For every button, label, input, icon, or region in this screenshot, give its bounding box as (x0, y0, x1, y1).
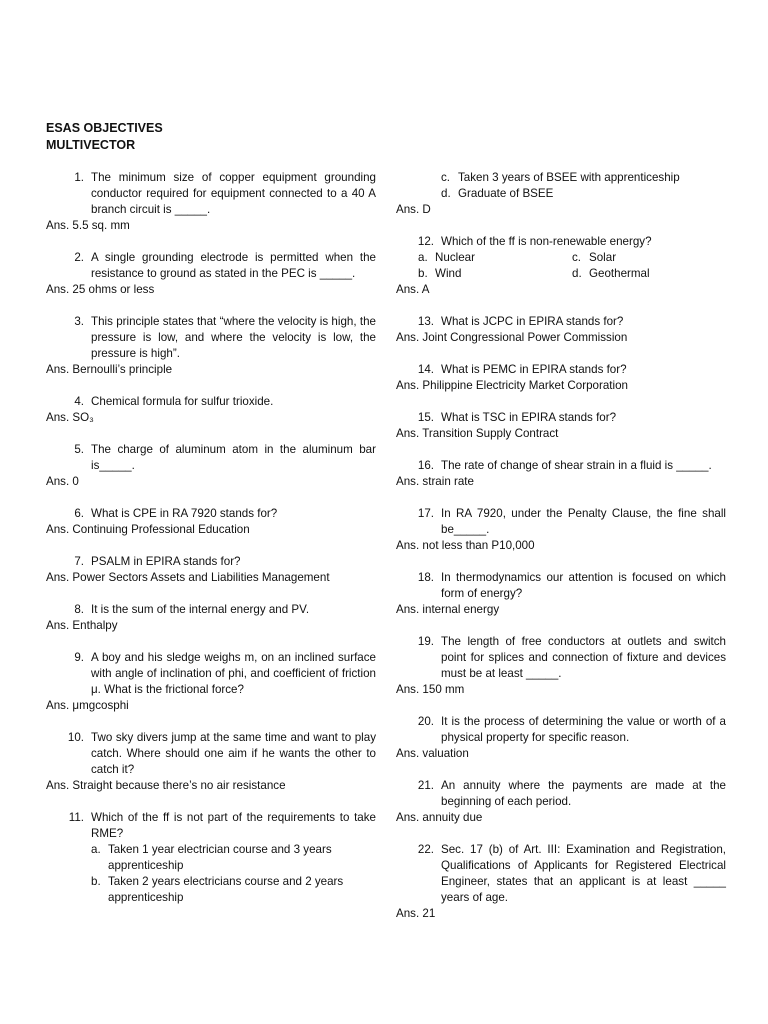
document-title (46, 120, 163, 154)
question-21 (396, 778, 726, 826)
question-8 (46, 602, 376, 634)
question-11-continued (396, 170, 726, 218)
question-number: 13. (417, 315, 434, 328)
option-d (396, 186, 726, 202)
question-5 (46, 442, 376, 490)
question-22 (396, 842, 726, 922)
question-number: 18. (417, 571, 434, 584)
option-grid (396, 250, 726, 282)
left-column (46, 170, 376, 906)
option-text: Solar (589, 251, 617, 264)
question-text: The minimum size of copper equipment grounding conductor required for equipment connected to a 40 A branch circuit is _____. (91, 171, 376, 216)
option-text: Taken 2 years electricians course and 2 years apprenticeship (108, 875, 344, 904)
answer: Ans. SO₃ (46, 411, 94, 424)
question-10 (46, 730, 376, 794)
right-column (396, 170, 726, 922)
option-letter: d. (441, 187, 451, 200)
question-18 (396, 570, 726, 618)
question-14 (396, 362, 726, 394)
question-text: It is the process of determining the value or worth of a physical property for specific reason. (441, 715, 726, 744)
option-c (396, 170, 726, 186)
question-12 (396, 234, 726, 298)
question-text: PSALM in EPIRA stands for? (91, 555, 241, 568)
question-number: 17. (417, 507, 434, 520)
option-c (572, 250, 726, 266)
question-number: 16. (417, 459, 434, 472)
question-number: 6. (74, 507, 84, 520)
answer: Ans. 150 mm (396, 683, 465, 696)
question-text: The charge of aluminum atom in the aluminum bar is_____. (91, 443, 376, 472)
question-17 (396, 506, 726, 554)
question-number: 14. (417, 363, 434, 376)
question-20 (396, 714, 726, 762)
title-line-2: MULTIVECTOR (46, 138, 136, 152)
question-number: 3. (74, 315, 84, 328)
question-number: 21. (417, 779, 434, 792)
question-text: In thermodynamics our attention is focused on which form of energy? (441, 571, 726, 600)
question-number: 15. (417, 411, 434, 424)
question-text: The length of free conductors at outlets and switch point for splices and connection of fixture and devices must be at least _____. (441, 635, 726, 680)
question-text: An annuity where the payments are made at the beginning of each period. (441, 779, 726, 808)
option-letter: b. (418, 267, 428, 280)
answer: Ans. annuity due (396, 811, 483, 824)
question-number: 1. (74, 171, 84, 184)
question-9 (46, 650, 376, 714)
question-text: What is CPE in RA 7920 stands for? (91, 507, 278, 520)
question-text: What is TSC in EPIRA stands for? (441, 411, 617, 424)
question-number: 11. (68, 811, 84, 824)
question-text: Which of the ff is non-renewable energy? (441, 235, 652, 248)
question-text: Sec. 17 (b) of Art. III: Examination and Registration, Qualifications of Applicants for Registered Electrical Engineer, states that an applicant is at least _____ years of age. (441, 843, 726, 904)
question-3 (46, 314, 376, 378)
answer: Ans. μmgcosphi (46, 699, 129, 712)
question-11 (46, 810, 376, 906)
question-number: 7. (74, 555, 84, 568)
option-b (46, 874, 376, 906)
question-number: 2. (74, 251, 84, 264)
question-number: 19. (417, 635, 434, 648)
question-number: 4. (74, 395, 84, 408)
question-2 (46, 250, 376, 298)
title-line-1: ESAS OBJECTIVES (46, 121, 163, 135)
option-text: Wind (435, 267, 462, 280)
question-text: A single grounding electrode is permitted when the resistance to ground as stated in the PEC is _____. (91, 251, 376, 280)
option-a (418, 250, 572, 266)
answer: Ans. A (396, 283, 430, 296)
option-letter: b. (91, 875, 101, 888)
option-text: Geothermal (589, 267, 650, 280)
answer: Ans. Philippine Electricity Market Corporation (396, 379, 628, 392)
question-number: 8. (74, 603, 84, 616)
question-text: It is the sum of the internal energy and PV. (91, 603, 310, 616)
answer: Ans. 5.5 sq. mm (46, 219, 130, 232)
answer: Ans. strain rate (396, 475, 474, 488)
option-d (572, 266, 726, 282)
question-text: A boy and his sledge weighs m, on an inclined surface with angle of inclination of phi, and coefficient of friction μ. What is the frictional force? (91, 651, 376, 696)
question-6 (46, 506, 376, 538)
question-text: Which of the ff is not part of the requirements to take RME? (91, 811, 376, 840)
answer: Ans. Transition Supply Contract (396, 427, 559, 440)
answer: Ans. Power Sectors Assets and Liabilities Management (46, 571, 330, 584)
question-13 (396, 314, 726, 346)
answer: Ans. not less than P10,000 (396, 539, 535, 552)
answer: Ans. Bernoulli’s principle (46, 363, 173, 376)
question-number: 10. (67, 731, 84, 744)
question-19 (396, 634, 726, 698)
question-number: 5. (74, 443, 84, 456)
option-text: Taken 1 year electrician course and 3 years apprenticeship (108, 843, 332, 872)
question-text: Chemical formula for sulfur trioxide. (91, 395, 274, 408)
option-a (46, 842, 376, 874)
option-text: Nuclear (435, 251, 475, 264)
answer: Ans. D (396, 203, 431, 216)
option-letter: a. (418, 251, 428, 264)
option-letter: a. (91, 843, 101, 856)
answer: Ans. Joint Congressional Power Commission (396, 331, 628, 344)
option-text: Graduate of BSEE (458, 187, 554, 200)
answer: Ans. Straight because there’s no air resistance (46, 779, 286, 792)
question-number: 9. (74, 651, 84, 664)
question-text: In RA 7920, under the Penalty Clause, the fine shall be_____. (441, 507, 726, 536)
question-15 (396, 410, 726, 442)
answer: Ans. 21 (396, 907, 436, 920)
question-number: 12. (417, 235, 434, 248)
option-b (418, 266, 572, 282)
option-letter: c. (441, 171, 451, 184)
question-text: What is PEMC in EPIRA stands for? (441, 363, 627, 376)
option-letter: c. (572, 251, 582, 264)
question-number: 22. (417, 843, 434, 856)
question-7 (46, 554, 376, 586)
question-text: This principle states that “where the velocity is high, the pressure is low, and where the velocity is low, the pressure is high”. (91, 315, 376, 360)
answer: Ans. valuation (396, 747, 469, 760)
question-number: 20. (417, 715, 434, 728)
answer: Ans. internal energy (396, 603, 500, 616)
question-text: What is JCPC in EPIRA stands for? (441, 315, 624, 328)
question-text: The rate of change of shear strain in a fluid is _____. (441, 459, 712, 472)
question-4 (46, 394, 376, 426)
answer: Ans. Enthalpy (46, 619, 118, 632)
question-16 (396, 458, 726, 490)
question-1 (46, 170, 376, 234)
question-text: Two sky divers jump at the same time and want to play catch. Where should one aim if he wants the other to catch it? (91, 731, 376, 776)
option-text: Taken 3 years of BSEE with apprenticeship (458, 171, 680, 184)
answer: Ans. 25 ohms or less (46, 283, 155, 296)
answer: Ans. 0 (46, 475, 79, 488)
option-letter: d. (572, 267, 582, 280)
answer: Ans. Continuing Professional Education (46, 523, 250, 536)
